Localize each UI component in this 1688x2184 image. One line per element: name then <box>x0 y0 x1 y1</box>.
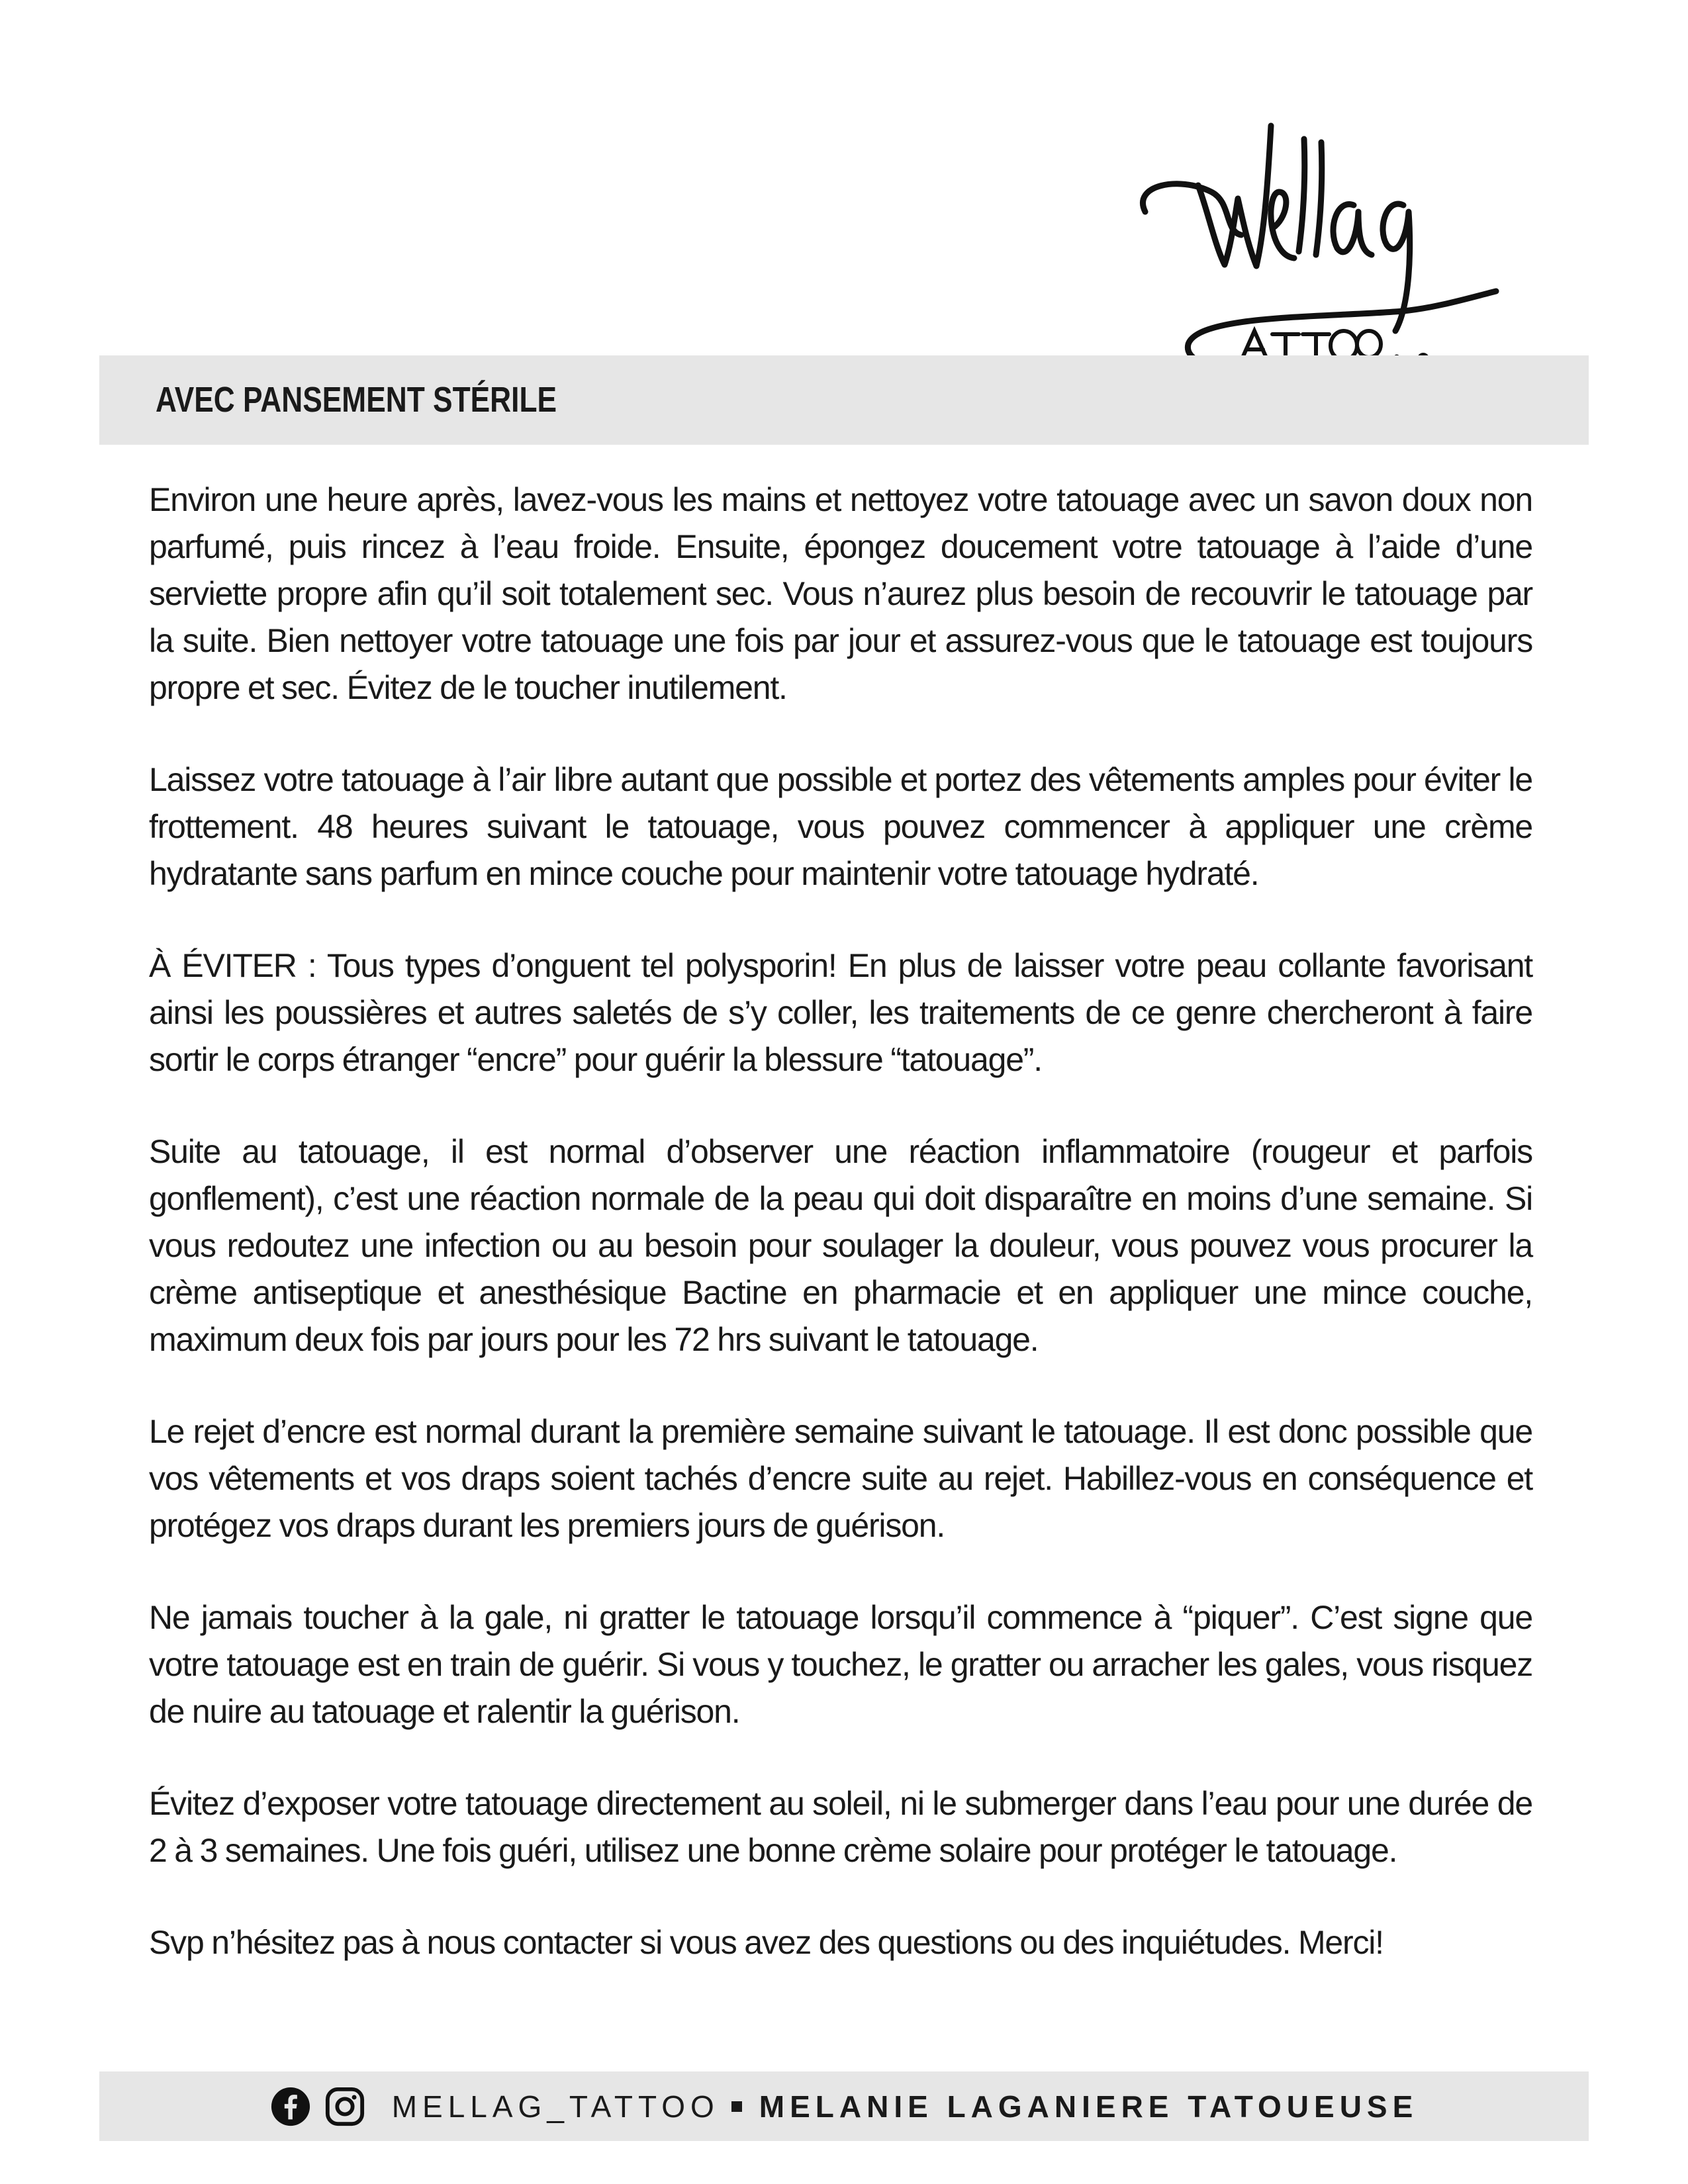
paragraph-avoid: À ÉVITER : Tous types d’onguent tel polysporin! En plus de laisser votre peau collante favorisant ainsi les poussières et autres saletés de s’y coller, les traitements de ce genre chercheront à faire sortir le corps étranger “encre” pour guérir la blessure “tatouage”. <box>149 947 1532 1078</box>
paragraph-contact: Svp n’hésitez pas à nous contacter si vous avez des questions ou des inquiétudes. Merci! <box>149 1924 1383 1961</box>
facebook-icon[interactable] <box>270 2086 311 2127</box>
instructions-body <box>149 477 1532 2011</box>
paragraph-inflammation: Suite au tatouage, il est normal d’observer une réaction inflammatoire (rougeur et parfois gonflement), c’est une réaction normale de la peau qui doit disparaître en moins d’une semaine. Si vous redoutez une infection ou au besoin pour soulager la douleur, vous pouvez vous procurer la crème antiseptique et anesthésique Bactine en pharmacie et en appliquer une mince couche, maximum deux fois par jours pour les 72 hrs suivant le tatouage. <box>149 1133 1532 1358</box>
instagram-handle[interactable]: MELLAG_TATTOO <box>391 2089 720 2124</box>
paragraph-air-hydration: Laissez votre tatouage à l’air libre autant que possible et portez des vêtements amples pour éviter le frottement. 48 heures suivant le tatouage, vous pouvez commencer à appliquer une crème hydratante sans parfum en mince couche pour maintenir votre tatouage hydraté. <box>149 761 1532 892</box>
paragraph-ink-rejection: Le rejet d’encre est normal durant la première semaine suivant le tatouage. Il est donc possible que vos vêtements et vos draps soient tachés d’encre suite au rejet. Habillez-vous en conséquence et protégez vos draps durant les premiers jours de guérison. <box>149 1413 1532 1544</box>
artist-name: MELANIE LAGANIERE TATOUEUSE <box>759 2089 1419 2124</box>
paragraph-sun-water: Évitez d’exposer votre tatouage directement au soleil, ni le submerger dans l’eau pour une durée de 2 à 3 semaines. Une fois guéri, utilisez une bonne crème solaire pour protéger le tatouage. <box>149 1785 1532 1869</box>
instagram-icon[interactable] <box>324 2086 365 2127</box>
paragraph-scab: Ne jamais toucher à la gale, ni gratter le tatouage lorsqu’il commence à “piquer”. C’est signe que votre tatouage est en train de guérir. Si vous y touchez, le gratter ou arracher les gales, vous risquez de nuire au tatouage et ralentir la guérison. <box>149 1599 1532 1730</box>
footer-content <box>99 2071 1589 2141</box>
section-title: AVEC PANSEMENT STÉRILE <box>156 380 557 420</box>
paragraph-cleaning: Environ une heure après, lavez-vous les mains et nettoyez votre tatouage avec un savon doux non parfumé, puis rincez à l’eau froide. Ensuite, épongez doucement votre tatouage à l’aide d’une serviette propre afin qu’il soit totalement sec. Vous n’aurez plus besoin de recouvrir le tatouage par la suite. Bien nettoyer votre tatouage une fois par jour et assurez-vous que le tatouage est toujours propre et sec. Évitez de le toucher inutilement. <box>149 481 1532 706</box>
mellag-tattoo-logo <box>1125 113 1536 390</box>
section-header-band <box>99 355 1589 445</box>
footer-band <box>99 2071 1589 2141</box>
separator-bullet <box>731 2101 742 2112</box>
